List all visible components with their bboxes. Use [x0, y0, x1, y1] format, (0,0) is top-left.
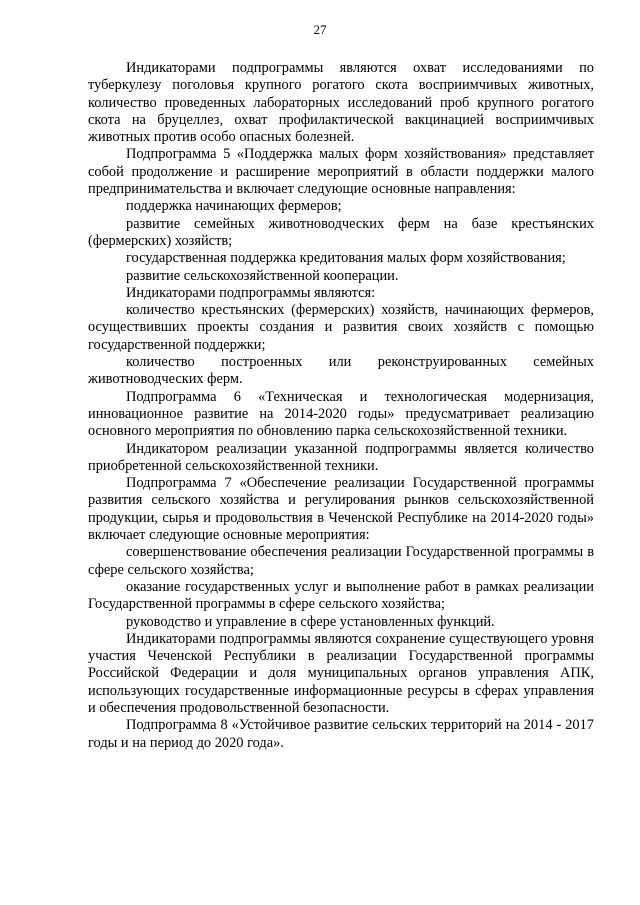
- paragraph-subprogram-7: Подпрограмма 7 «Обеспечение реализации Государственной программы развития сельского хозяйства и регулирования рынков сельскохозяйственной продукции, сырья и продовольствия в Чеченской Республике на 2014-2020 годы» включает следующие основные мероприятия:: [88, 475, 594, 544]
- paragraph-subprogram-5: Подпрограмма 5 «Поддержка малых форм хозяйствования» представляет собой продолжение и расширение мероприятий в области поддержки малого предпринимательства и включает следующие основные направления:: [88, 146, 594, 198]
- list-item-sub5-indicator-2: количество построенных или реконструированных семейных животноводческих ферм.: [88, 354, 594, 388]
- list-item-sub5-indicator-1: количество крестьянских (фермерских) хозяйств, начинающих фермеров, осуществивших проекты создания и развития своих хозяйств с помощью государственной поддержки;: [88, 302, 594, 353]
- paragraph-subprogram-8: Подпрограмма 8 «Устойчивое развитие сельских территорий на 2014 - 2017 годы и на период до 2020 года».: [88, 717, 594, 751]
- paragraph-indicators-sub4: Индикаторами подпрограммы являются охват исследованиями по туберкулезу поголовья крупного рогатого скота восприимчивых животных, количество проведенных лабораторных исследований проб крупного рогатого скота на бруцеллез, охват профилактической вакцинацией восприимчивых животных против особо опасных болезней.: [88, 60, 594, 146]
- paragraph-sub7-indicators: Индикаторами подпрограммы являются сохранение существующего уровня участия Чеченской Республики в реализации Государственной программы Российской Федерации и доля муниципальных органов управления АПК, использующих государственные информационные ресурсы в сферах управления и обеспечения продовольственной безопасности.: [88, 630, 594, 716]
- page-number: 27: [313, 22, 327, 37]
- paragraph-subprogram-6: Подпрограмма 6 «Техническая и технологическая модернизация, инновационное развитие на 2014-2020 годы» предусматривает реализацию основного мероприятия по обновлению парка сельскохозяйственной техники.: [88, 388, 594, 440]
- list-item-sub7-1: совершенствование обеспечения реализации Государственной программы в сфере сельского хозяйства;: [88, 544, 594, 578]
- list-item-sub5-2: развитие семейных животноводческих ферм на базе крестьянских (фермерских) хозяйств;: [88, 215, 594, 249]
- list-item-sub5-3: государственная поддержка кредитования малых форм хозяйствования;: [126, 250, 566, 267]
- document-body: [88, 60, 594, 752]
- list-item-sub7-2: оказание государственных услуг и выполнение работ в рамках реализации Государственной программы в сфере сельского хозяйства;: [88, 578, 594, 613]
- list-item-sub7-3: руководство и управление в сфере установленных функций.: [126, 613, 495, 630]
- paragraph-sub5-indicators-heading: Индикаторами подпрограммы являются:: [126, 284, 376, 301]
- list-item-sub5-4: развитие сельскохозяйственной кооперации.: [126, 267, 399, 284]
- list-item-sub5-1: поддержка начинающих фермеров;: [126, 198, 342, 215]
- paragraph-sub6-indicator: Индикатором реализации указанной подпрограммы является количество приобретенной сельскохозяйственной техники.: [88, 440, 594, 474]
